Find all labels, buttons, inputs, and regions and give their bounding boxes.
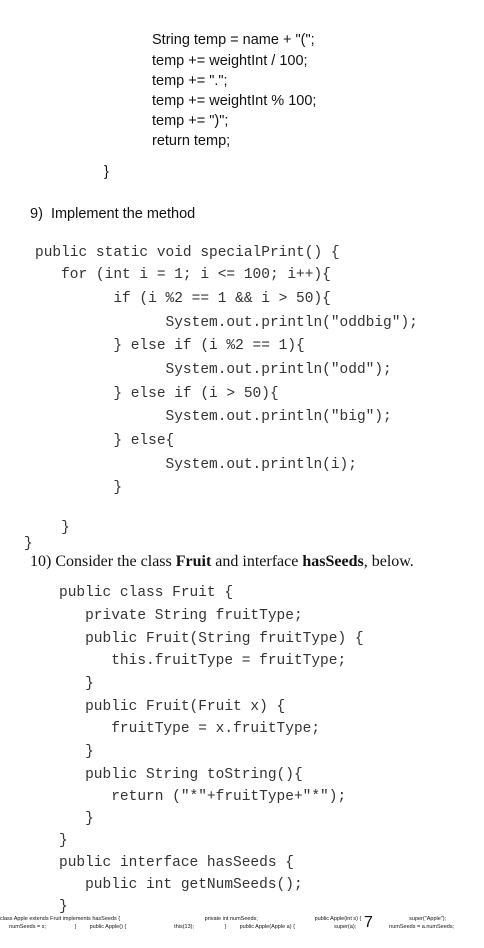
code-line: public Fruit(String fruitType) { bbox=[59, 631, 364, 647]
code-line: } bbox=[59, 744, 94, 760]
code-line: fruitType = x.fruitType; bbox=[59, 721, 321, 737]
code-line: for (int i = 1; i <= 100; i++){ bbox=[35, 267, 331, 283]
code-line: } bbox=[59, 833, 68, 849]
question-9-heading: 9) Implement the method bbox=[30, 206, 196, 222]
code-line: } bbox=[220, 923, 227, 930]
code-line: this(13); bbox=[165, 923, 195, 930]
code-line: return ("*"+fruitType+"*"); bbox=[59, 789, 347, 805]
code-line: super("Apple"); bbox=[400, 916, 447, 922]
code-line: temp += weightInt % 100; bbox=[152, 93, 317, 109]
code-line: temp += ")"; bbox=[152, 113, 229, 129]
code-line: } bbox=[70, 923, 77, 930]
code-line: String temp = name + "("; bbox=[152, 32, 315, 48]
code-line: } else{ bbox=[35, 433, 175, 449]
code-line: private String fruitType; bbox=[59, 608, 303, 624]
code-line: } bbox=[59, 811, 94, 827]
code-line: public class Fruit { bbox=[59, 585, 234, 601]
code-line: public Apple(Apple a) { bbox=[235, 923, 295, 930]
code-line: public interface hasSeeds { bbox=[59, 855, 294, 871]
code-line: public String toString(){ bbox=[59, 767, 303, 783]
code-line: } bbox=[59, 676, 94, 692]
page-number: 7 bbox=[364, 914, 373, 931]
code-line: private int numSeeds; bbox=[200, 916, 258, 922]
code-line: System.out.println("big"); bbox=[35, 409, 392, 425]
code-line: public Fruit(Fruit x) { bbox=[59, 699, 286, 715]
code-line: return temp; bbox=[152, 133, 231, 149]
code-line: } bbox=[104, 164, 109, 180]
code-line: public int getNumSeeds(); bbox=[59, 877, 303, 893]
question-10-heading: 10) Consider the class Fruit and interface hasSeeds, below. bbox=[30, 553, 414, 570]
code-line: } bbox=[35, 520, 70, 536]
code-line: public Apple(int s) { bbox=[310, 916, 362, 922]
code-line: } bbox=[35, 480, 123, 496]
code-line: if (i %2 == 1 && i > 50){ bbox=[35, 291, 331, 307]
code-line: System.out.println(i); bbox=[35, 457, 357, 473]
code-line: this.fruitType = fruitType; bbox=[59, 653, 347, 669]
code-line: } bbox=[24, 536, 33, 552]
code-line: super(a); bbox=[325, 923, 357, 930]
apple-class-block bbox=[0, 916, 484, 948]
class-name-fruit: Fruit bbox=[175, 553, 212, 570]
code-line: } else if (i > 50){ bbox=[35, 386, 279, 402]
code-line: } bbox=[59, 899, 68, 915]
code-line: class Apple extends Fruit implements hasSeeds { bbox=[0, 916, 121, 922]
interface-name-hasseeds: hasSeeds bbox=[302, 553, 364, 570]
code-line: public Apple() { bbox=[85, 923, 127, 930]
code-line: } else if (i %2 == 1){ bbox=[35, 338, 305, 354]
code-line: System.out.println("oddbig"); bbox=[35, 315, 418, 331]
code-line: numSeeds = a.numSeeds; bbox=[380, 923, 455, 930]
code-line: System.out.println("odd"); bbox=[35, 362, 392, 378]
code-line: temp += "."; bbox=[152, 73, 228, 89]
code-line: temp += weightInt / 100; bbox=[152, 53, 308, 69]
code-line: public static void specialPrint() { bbox=[35, 245, 340, 261]
code-line: numSeeds = s; bbox=[0, 923, 47, 930]
